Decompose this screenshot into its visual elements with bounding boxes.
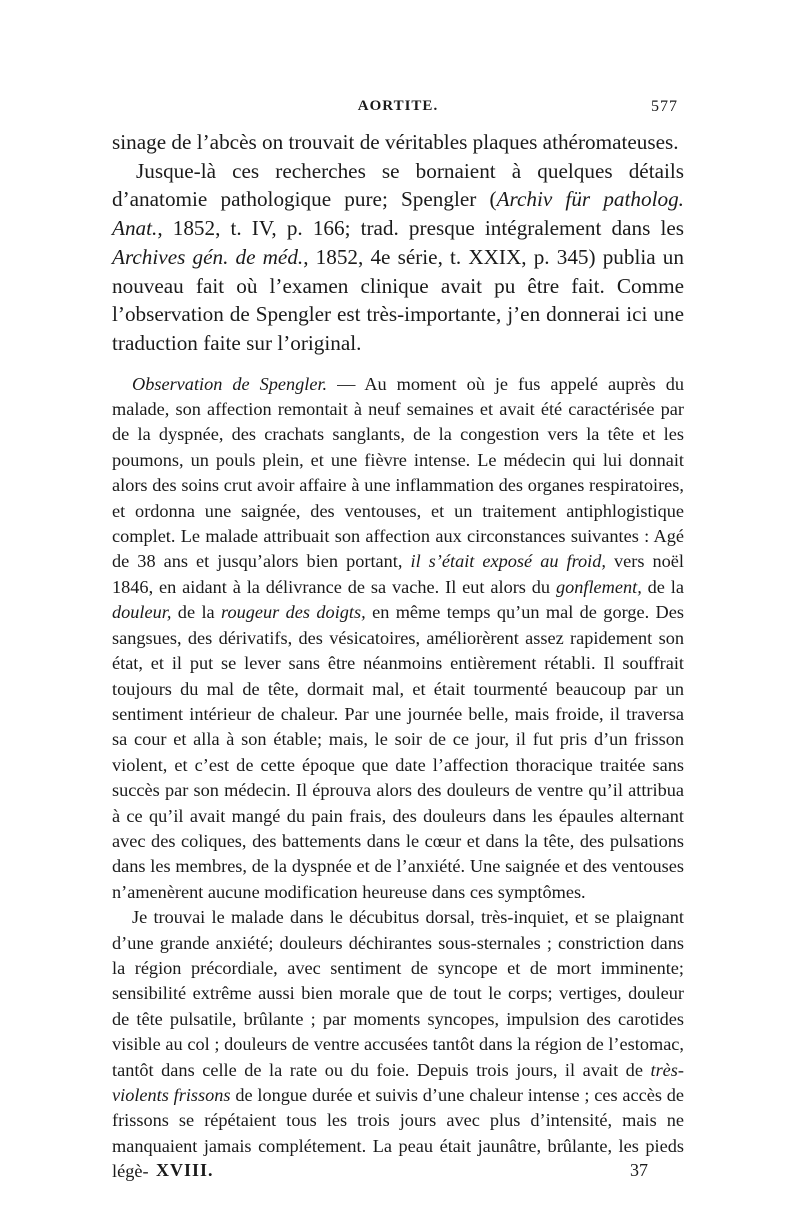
italic-run: rougeur des doigts, [221,602,366,623]
text-run: en même temps qu’un mal de gorge. Des sangsues, des dérivatifs, des vésicatoires, améliorèrent assez rapidement son état, et il put se lever sans être néanmoins entièrement rétabli. Il souffrait toujours du mal de tête, dormait mal, et était tourmenté beaucoup par un sentiment intérieur de chaleur. Par une journée belle, mais froide, il traversa sa cour et alla à son étable; mais, le soir de ce jour, il fut pris d’un frisson violent, et c’est de cette époque que date l’affection thoracique traitée sans succès par son médecin. Il éprouva alors des douleurs de ventre qu’il attribua à ce qu’il avait mangé du pain frais, des douleurs dans les épaules alternant avec des coliques, des battements dans le cœur et dans la tête, des pulsations dans les membres, de la dyspnée et de l’anxiété. Une saignée et des ventouses n’amenèrent aucune modification heureuse dans ces symptômes. [112,602,684,902]
italic-run: douleur, [112,602,172,623]
text-run: — Au moment où je fus appelé auprès du malade, son affection remontait à neuf semaines et avait été caractérisée par de la dyspnée, des crachats sanglants, de la congestion vers la tête et les poumons, un pouls plein, et une fièvre intense. Le médecin qui lui donnait alors des soins crut avoir affaire à une inflammation des organes respiratoires, et ordonna une saignée, des ventouses, et un traitement antiphlogistique complet. Le malade attribuait son affection aux circonstances suivantes : Agé de 38 ans et jusqu’alors bien portant, [112,373,684,572]
paragraph-p2 [112,157,684,358]
running-head [112,98,684,120]
italic-run: très-violents frissons [112,1059,684,1105]
text-run: de la [171,602,222,623]
text-run: Je trouvai le malade dans le décubitus dorsal, très-inquiet, et se plaignant d’une grande anxiété; douleurs déchirantes sous-sternales ; constriction dans la région précordiale, avec sentiment de syncope et de mort imminente; sensibilité extrême aussi bien morale que de tout le corps; vertiges, douleur de tête pulsatile, brûlante ; par moments syncopes, impulsion des carotides visible au col ; douleurs de ventre accusées tantôt dans la région de l’estomac, tantôt dans celle de la rate ou du foie. Depuis trois jours, il avait de [112,907,684,1080]
italic-run: gonflement, [555,576,642,597]
running-title: AORTITE. [357,98,439,114]
page-number: 577 [651,98,678,115]
text-run: Jusque-là ces recherches se bornaient à quelques détails d’anatomie pathologique pure; Spengler ( [112,158,684,212]
signature-mark: XVIII. [156,1160,214,1180]
italic-run: Observation de Spengler. [132,373,328,394]
text-run: de longue durée et suivis d’une chaleur intense ; ces accès de frissons se répétaient tous les trois jours avec plus d’intensité, mais ne manquaient jamais complétement. La peau était jaunâtre, brûlante, les pieds légè- [112,1085,684,1182]
text-run: de la [641,576,684,597]
page-body [112,128,684,1185]
paragraph-p4 [112,905,684,1184]
italic-run: Archiv für patholog. Anat. [112,187,684,241]
text-run: sinage de l’abcès on trouvait de véritables plaques athéromateuses. [112,130,679,154]
page-footer [112,1160,684,1184]
sheet-number: 37 [630,1160,648,1180]
text-run: , 1852, t. IV, p. 166; trad. presque intégralement dans les [157,216,684,241]
text-run: vers noël 1846, en aidant à la délivrance de sa vache. Il eut alors du [112,551,685,597]
italic-run: il s’était exposé au froid, [410,551,606,572]
paragraph-p1 [112,128,684,157]
italic-run: Archives gén. de méd. [112,244,304,269]
text-run: , 1852, 4e série, t. XXIX, p. 345) publia un nouveau fait où l’examen clinique avait pu être fait. Comme l’observation de Spengler est très-importante, j’en donnerai ici une traduction faite sur l’original. [112,244,684,355]
paragraph-p3 [112,372,684,906]
